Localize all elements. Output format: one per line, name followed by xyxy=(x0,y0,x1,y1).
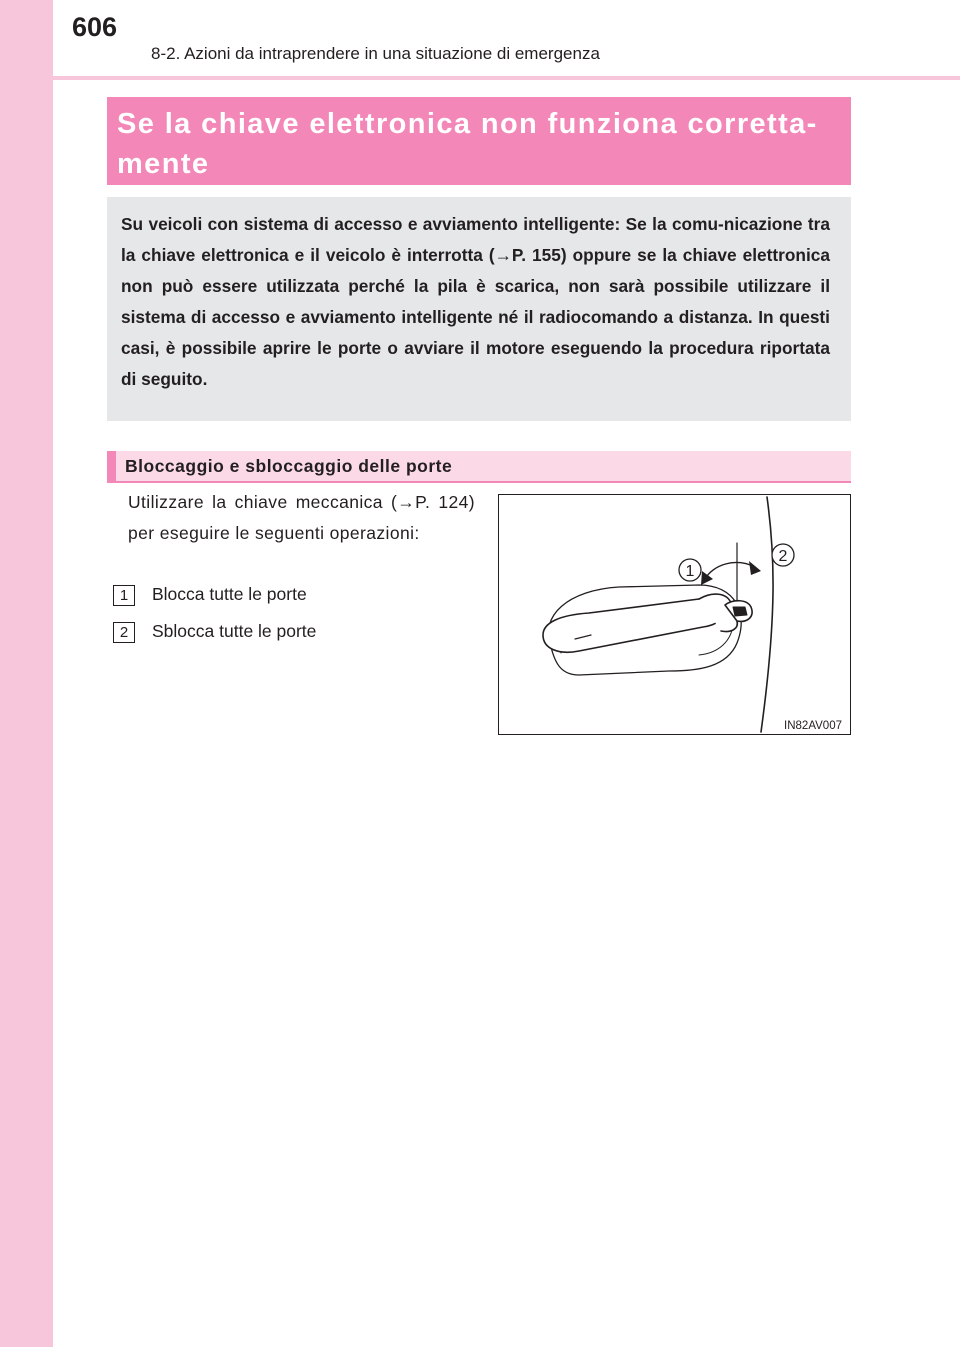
subsection-title: Bloccaggio e sbloccaggio delle porte xyxy=(125,456,453,476)
subsection-body: Utilizzare la chiave meccanica (→P. 124) per eseguire le seguenti operazioni: xyxy=(128,492,475,543)
header-rule xyxy=(53,76,960,80)
door-handle-figure xyxy=(498,494,851,735)
item-label: Blocca tutte le porte xyxy=(152,584,307,604)
intro-text: Su veicoli con sistema di accesso e avviamento intelligente: Se la comu-nicazione tra la chiave elettronica e il veicolo è interrotta (→P. 155) oppure se la chiave elettronica non può essere utilizzata perché la pila è scarica, non sarà possibile utilizzare il sistema di accesso e avviamento intelligente né il radiocomando a distanza. In questi casi, è possibile aprire le porte o avviare il motore eseguendo la procedura riportata di seguito. xyxy=(121,214,830,389)
section-title: Se la chiave elettronica non funziona corretta-mente xyxy=(117,108,818,180)
subsection-heading-bar xyxy=(107,451,851,483)
item-number-badge: 1 xyxy=(113,585,135,606)
side-band xyxy=(0,0,53,1347)
item-label: Sblocca tutte le porte xyxy=(152,621,317,641)
callout-2: 2 xyxy=(778,548,788,565)
section-title-bar xyxy=(107,97,851,185)
item-number-badge: 2 xyxy=(113,622,135,643)
callout-1: 1 xyxy=(685,563,695,580)
intro-box xyxy=(107,197,851,421)
chapter-heading: 8-2. Azioni da intraprendere in una situazione di emergenza xyxy=(151,44,600,63)
page-number: 606 xyxy=(72,12,118,42)
door-handle-illustration xyxy=(499,495,850,734)
figure-code: IN82AV007 xyxy=(784,720,842,732)
